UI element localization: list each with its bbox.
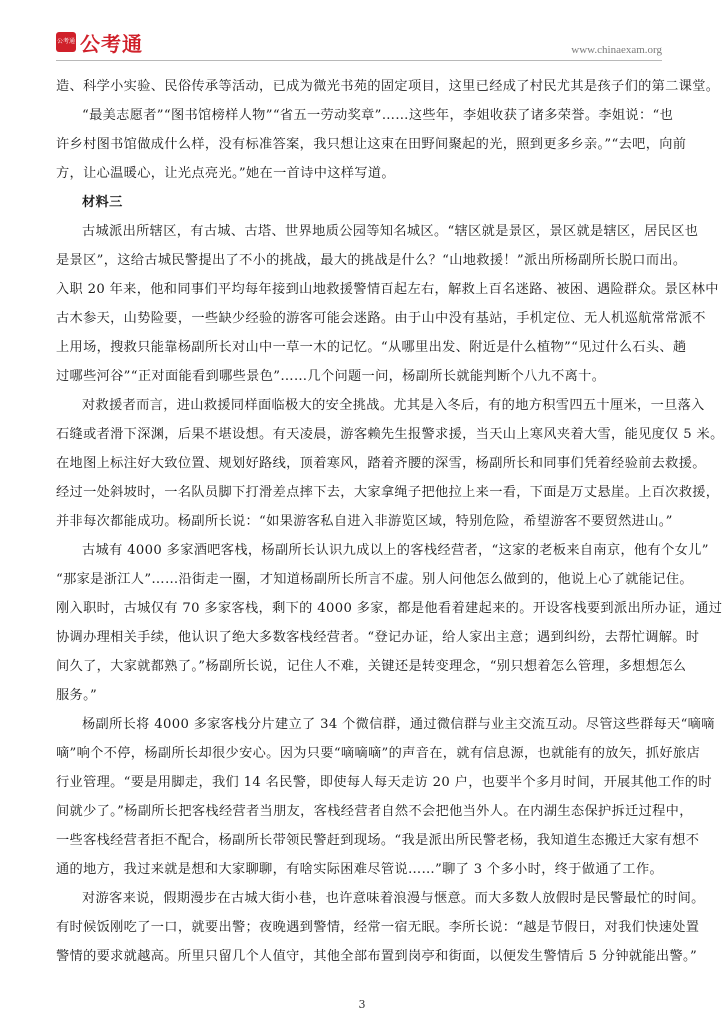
text-line: 并非每次都能成功。杨副所长说：“如果游客私自进入非游览区域，特别危险，希望游客不要贸然进山。” [56, 514, 673, 529]
paragraph-start: 杨副所长将 4000 多家客栈分片建立了 34 个微信群，通过微信群与业主交流互动。尽管这些群每天“嘀嘀 [82, 717, 715, 732]
site-url: www.chinaexam.org [571, 44, 662, 56]
section-heading: 材料三 [82, 195, 123, 210]
text-line: 服务。” [56, 688, 98, 703]
paragraph-start: 对游客来说，假期漫步在古城大街小巷，也许意味着浪漫与惬意。而大多数人放假时是民警最忙的时间。 [82, 891, 705, 906]
text-line: 古木参天，山势险要，一些缺少经验的游客可能会迷路。由于山中没有基站，手机定位、无人机巡航常常派不 [56, 311, 706, 326]
text-line: 造、科学小实验、民俗传承等活动，已成为微光书苑的固定项目，这里已经成了村民尤其是孩子们的第二课堂。 [56, 79, 720, 94]
text-line: 过哪些河谷”“正对面能看到哪些景色”……几个问题一问，杨副所长就能判断个八九不离十。 [56, 369, 606, 384]
text-line: 石缝或者滑下深渊，后果不堪设想。有天凌晨，游客赖先生报警求援，当天山上寒风夹着大雪，能见度仅 5 米。 [56, 427, 724, 442]
text-line: 有时候饭刚吃了一口，就要出警；夜晚遇到警情，经常一宿无眠。李所长说：“越是节假日，对我们快速处置 [56, 920, 700, 935]
text-line: 经过一处斜坡时，一名队员脚下打滑差点摔下去，大家拿绳子把他拉上来一看，下面是万丈悬崖。上百次救援， [56, 485, 720, 500]
text-line: 刚入职时，古城仅有 70 多家客栈，剩下的 4000 多家，都是他看着建起来的。开设客栈要到派出所办证，通过 [56, 601, 723, 616]
page-number: 3 [358, 998, 366, 1011]
text-line: 是景区”，这给古城民警提出了不小的挑战，最大的挑战是什么？“山地救援！”派出所杨副所长脱口而出。 [56, 253, 687, 268]
text-line: 间久了，大家就都熟了。”杨副所长说，记住人不难，关键还是转变理念，“别只想着怎么管理，多想想怎么 [56, 659, 687, 674]
text-line: 入职 20 年来，他和同事们平均每年接到山地救援警情百起左右，解救上百名迷路、被困、遇险群众。景区林中 [56, 282, 719, 297]
text-line: 间就少了。”杨副所长把客栈经营者当朋友，客栈经营者自然不会把他当外人。在内湖生态保护拆迁过程中， [56, 804, 693, 819]
logo-icon: 公考通 [56, 32, 76, 52]
document-body [56, 72, 724, 971]
text-line: “那家是浙江人”……沿街走一圈，才知道杨副所长所言不虚。别人问他怎么做到的，他说上心了就能记住。 [56, 572, 693, 587]
text-line: 警情的要求就越高。所里只留几个人值守，其他全部布置到岗亭和街面，以便发生警情后 5 分钟就能出警。” [56, 949, 698, 964]
text-line: 方，让心温暖心，让光点亮光。”她在一首诗中这样写道。 [56, 166, 395, 181]
text-line: 一些客栈经营者拒不配合，杨副所长带领民警赶到现场。“我是派出所民警老杨，我知道生态搬迁大家有想不 [56, 833, 700, 848]
paragraph-start: “最美志愿者”“图书馆榜样人物”“省五一劳动奖章”……这些年，李姐收获了诸多荣誉。李姐说：“也 [82, 108, 674, 123]
page-header [0, 0, 724, 62]
text-line: 嘀”响个不停，杨副所长却很少安心。因为只要“嘀嘀嘀”的声音在，就有信息源，也就能有的放矢，抓好旅店 [56, 746, 700, 761]
text-line: 上用场，搜救只能靠杨副所长对山中一草一木的记忆。“从哪里出发、附近是什么植物”“见过什么石头、趟 [56, 340, 687, 355]
paragraph-start: 古城派出所辖区，有古城、古塔、世界地质公园等知名城区。“辖区就是景区，景区就是辖区，居民区也 [82, 224, 699, 239]
text-line: 协调办理相关手续，他认识了绝大多数客栈经营者。“登记办证，给人家出主意；遇到纠纷，去帮忙调解。时 [56, 630, 700, 645]
text-line: 许乡村图书馆做成什么样，没有标准答案，我只想让这束在田野间聚起的光，照到更多乡亲。”“去吧，向前 [56, 137, 687, 152]
header-divider [56, 60, 662, 61]
text-line: 在地图上标注好大致位置、规划好路线，顶着寒风，踏着齐腰的深雪，杨副所长和同事们凭着经验前去救援。 [56, 456, 706, 471]
text-line: 通的地方，我过来就是想和大家聊聊，有啥实际困难尽管说……”聊了 3 个多小时，终于做通了工作。 [56, 862, 664, 877]
paragraph-start: 古城有 4000 多家酒吧客栈，杨副所长认识九成以上的客栈经营者，“这家的老板来自南京，他有个女儿” [82, 543, 709, 558]
logo-text: 公考通 [80, 32, 143, 56]
paragraph-start: 对救援者而言，进山救援同样面临极大的安全挑战。尤其是入冬后，有的地方积雪四五十厘米，一旦落入 [82, 398, 705, 413]
text-line: 行业管理。“要是用脚走，我们 14 名民警，即使每人每天走访 20 户，也要半个多月时间，开展其他工作的时 [56, 775, 712, 790]
